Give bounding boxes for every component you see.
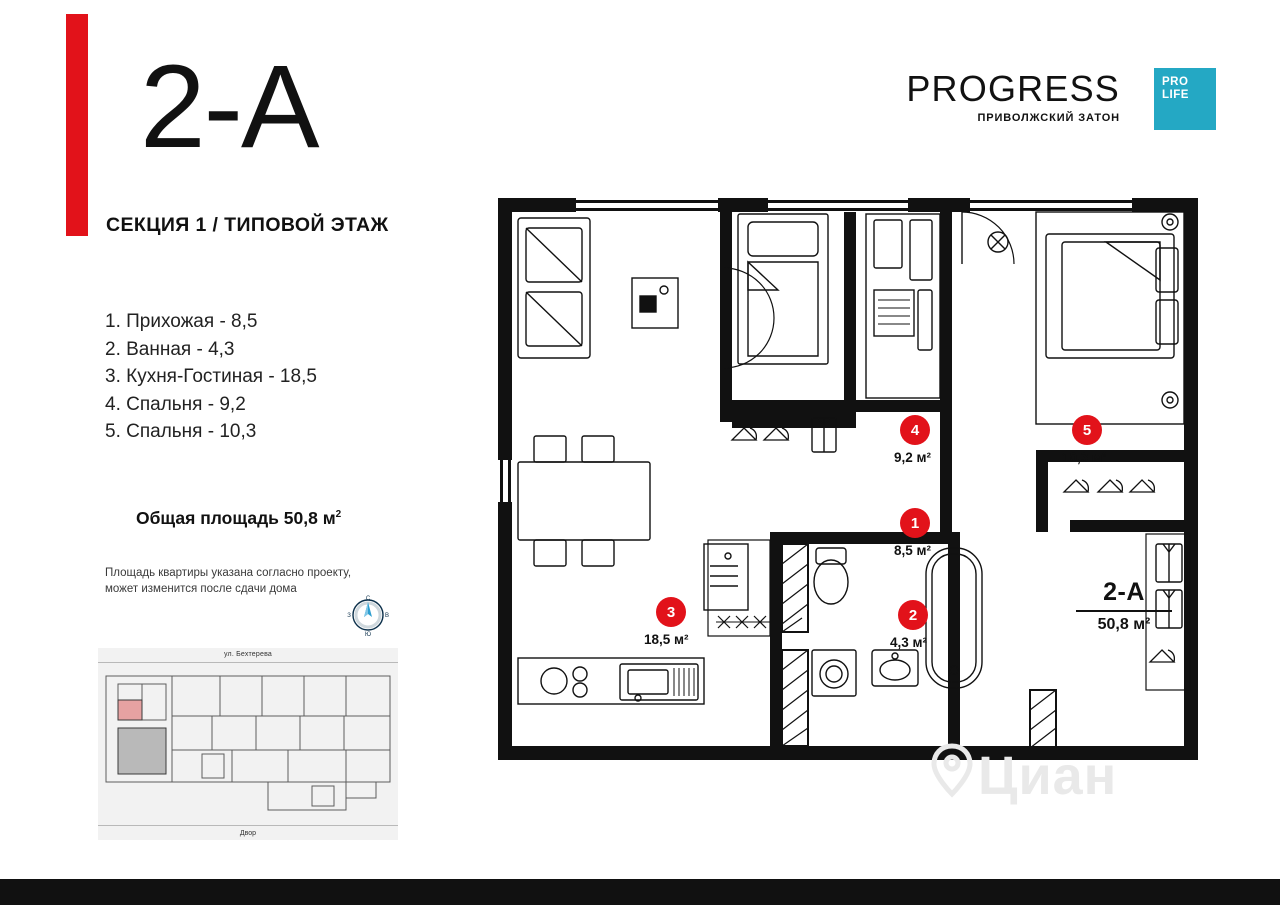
- room-legend: [105, 308, 317, 446]
- floor-plan-drawing: [470, 150, 1230, 790]
- legend-item-3: 3. Кухня-Гостиная - 18,5: [105, 366, 317, 387]
- disclaimer: [105, 565, 385, 597]
- room-marker-1[interactable]: 1: [900, 508, 930, 538]
- plan-subtitle: СЕКЦИЯ 1 / ТИПОВОЙ ЭТАЖ: [106, 214, 389, 236]
- compass-icon: [345, 592, 391, 638]
- disclaimer-line-1: Площадь квартиры указана согласно проекту,: [105, 567, 352, 579]
- total-area-unit: 2: [335, 509, 342, 521]
- logo-wordmark: PROGRESS: [906, 68, 1120, 109]
- legend-item-1: 1. Прихожая - 8,5: [105, 311, 258, 332]
- total-area-label: Общая площадь 50,8 м: [136, 508, 336, 528]
- svg-text:В: В: [384, 613, 390, 619]
- room-marker-2[interactable]: 2: [898, 600, 928, 630]
- apartment-stamp-divider: [1076, 610, 1172, 612]
- watermark-logo-icon: [930, 742, 974, 811]
- legend-item-2: 2. Ванная - 4,3: [105, 338, 235, 360]
- watermark: [930, 738, 1117, 807]
- total-area: [136, 508, 341, 529]
- logo-badge: [1154, 68, 1216, 130]
- room-marker-3[interactable]: 3: [656, 597, 686, 627]
- room-area-4: 9,2 м²: [894, 450, 931, 465]
- legend-item-4: 4. Спальня - 9,2: [105, 393, 246, 415]
- key-plan: [98, 648, 398, 840]
- logo-subtitle: ПРИВОЛЖСКИЙ ЗАТОН: [977, 112, 1120, 124]
- svg-text:З: З: [347, 613, 351, 619]
- logo-badge-line-1: PRO: [1162, 76, 1189, 88]
- apartment-stamp-name: 2-А: [1103, 578, 1145, 606]
- bottom-bar: [0, 879, 1280, 905]
- logo-badge-line-2: LIFE: [1162, 89, 1189, 101]
- disclaimer-line-2: может изменится после сдачи дома: [105, 583, 297, 595]
- apartment-stamp-area: 50,8 м²: [1097, 616, 1151, 633]
- room-area-2: 4,3 м²: [890, 635, 927, 650]
- room-marker-4[interactable]: 4: [900, 415, 930, 445]
- key-plan-drawing: [98, 648, 398, 840]
- room-marker-5[interactable]: 5: [1072, 415, 1102, 445]
- svg-text:С: С: [365, 596, 371, 602]
- room-area-3: 18,5 м²: [644, 632, 689, 647]
- key-plan-yard-label: Двор: [239, 830, 257, 837]
- room-area-5: 10,3 м²: [1062, 450, 1107, 465]
- page-title: 2-А: [140, 41, 318, 173]
- brand-logo: [906, 68, 1216, 136]
- legend-item-5: 5. Спальня - 10,3: [105, 421, 257, 442]
- apartment-stamp: [1076, 578, 1172, 634]
- watermark-text: Циан: [978, 746, 1118, 806]
- svg-text:Ю: Ю: [364, 632, 372, 638]
- red-accent-bar: [66, 14, 88, 236]
- key-plan-street-label: ул. Бехтерева: [223, 651, 272, 658]
- room-area-1: 8,5 м²: [894, 543, 931, 558]
